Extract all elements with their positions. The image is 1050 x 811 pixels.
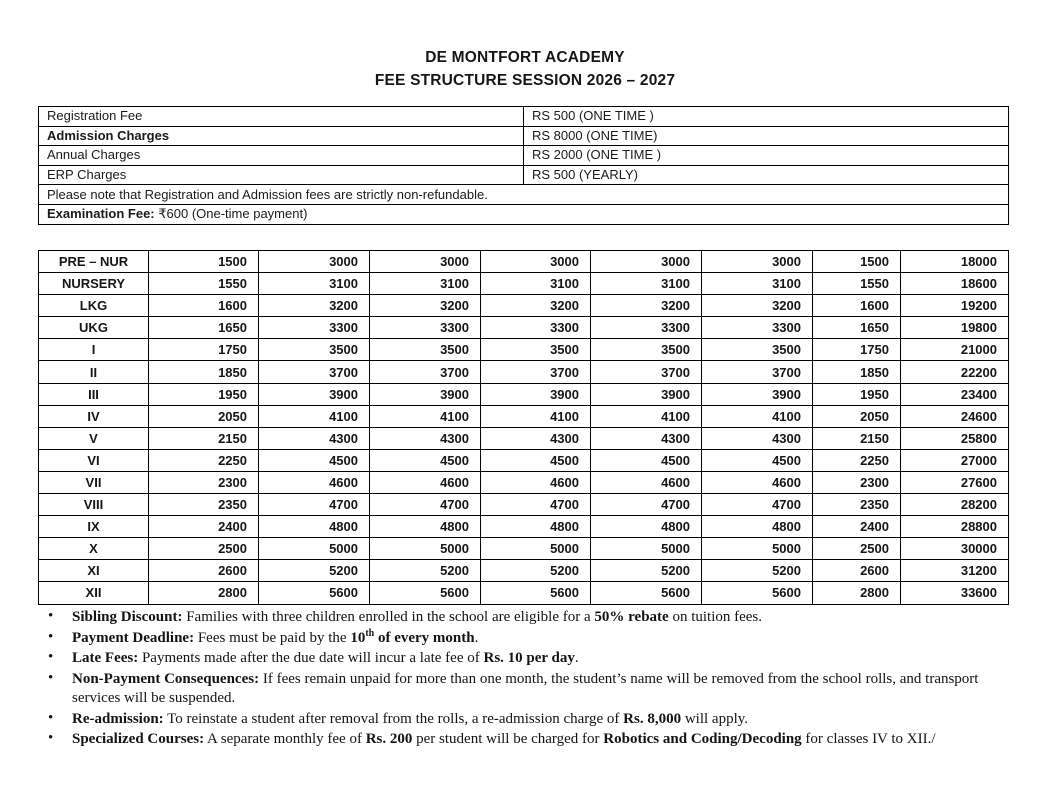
class-fee-row (39, 251, 1009, 273)
fee-amount-cell: 4600 (259, 471, 370, 493)
fee-amount-cell: 3100 (370, 273, 481, 295)
class-fee-row (39, 516, 1009, 538)
fee-amount-cell: 5200 (370, 560, 481, 582)
fee-amount-cell: 3000 (481, 251, 591, 273)
note-segment: Rs. 200 (365, 731, 413, 747)
fee-amount-cell: 3900 (591, 383, 702, 405)
fee-amount-cell: 2600 (813, 560, 901, 582)
fee-amount-cell: 1850 (149, 361, 259, 383)
class-name-cell: X (39, 538, 149, 560)
fee-amount-cell: 4100 (370, 405, 481, 427)
fee-amount-cell: 1500 (149, 251, 259, 273)
class-fee-row (39, 560, 1009, 582)
fee-amount-cell: 3500 (591, 339, 702, 361)
fee-amount-cell: 3500 (702, 339, 813, 361)
note-segment: . (474, 629, 479, 646)
fee-amount-cell: 5600 (481, 582, 591, 604)
fee-summary-row (39, 146, 1009, 166)
exam-fee-cell (39, 204, 1009, 224)
note-segment: 10 (350, 629, 366, 646)
fee-amount-cell: 4800 (591, 516, 702, 538)
fee-note-text: Please note that Registration and Admission fees are strictly non-refundable. (39, 185, 1009, 205)
class-name-cell: III (39, 383, 149, 405)
fee-amount-cell: 21000 (901, 339, 1009, 361)
fee-amount-cell: 3000 (702, 251, 813, 273)
fee-amount-cell: 2300 (149, 471, 259, 493)
fee-amount-cell: 4300 (702, 427, 813, 449)
fee-amount-cell: 2150 (813, 427, 901, 449)
class-name-cell: XII (39, 582, 149, 604)
class-name-cell: LKG (39, 295, 149, 317)
fee-summary-row (39, 126, 1009, 146)
fee-amount-cell: 2350 (813, 494, 901, 516)
exam-fee-label: Examination Fee: (47, 206, 155, 222)
fee-amount-cell: 3100 (481, 273, 591, 295)
fee-amount-cell: 3900 (702, 383, 813, 405)
fee-amount-cell: 3200 (702, 295, 813, 317)
class-fee-row (39, 427, 1009, 449)
fee-label: ERP Charges (39, 165, 524, 185)
fee-amount-cell: 3300 (702, 317, 813, 339)
fee-amount-cell: 1950 (813, 383, 901, 405)
note-segment: If fees remain unpaid for more than one month, the student’s name will be removed from the school rolls, and transport services will be suspended. (72, 670, 979, 706)
fee-amount-cell: 25800 (901, 427, 1009, 449)
fee-amount-cell: 3200 (481, 295, 591, 317)
fee-amount-cell: 2300 (813, 471, 901, 493)
fee-amount-cell: 3700 (591, 361, 702, 383)
fee-amount-cell: 4300 (591, 427, 702, 449)
fee-amount-cell: 33600 (901, 582, 1009, 604)
fee-amount-cell: 27600 (901, 471, 1009, 493)
note-item (38, 670, 1016, 709)
class-name-cell: VIII (39, 494, 149, 516)
fee-amount-cell: 1500 (813, 251, 901, 273)
note-segment: Payment Deadline: (72, 629, 195, 646)
fee-amount-cell: 2600 (149, 560, 259, 582)
fee-amount-cell: 2350 (149, 494, 259, 516)
fee-amount-cell: 31200 (901, 560, 1009, 582)
fee-amount-cell: 3900 (370, 383, 481, 405)
class-fee-row (39, 273, 1009, 295)
fee-amount-cell: 1600 (813, 295, 901, 317)
bullet-icon: • (48, 628, 54, 645)
fee-amount-cell: 3000 (259, 251, 370, 273)
note-item (38, 730, 1016, 750)
class-fee-row (39, 295, 1009, 317)
note-segment: Rs. 8,000 (623, 710, 682, 727)
exam-fee-value: ₹600 (One-time payment) (154, 206, 308, 222)
class-fee-row (39, 449, 1009, 471)
fee-amount-cell: 23400 (901, 383, 1009, 405)
fee-amount-cell: 2800 (149, 582, 259, 604)
class-fee-table (38, 250, 1009, 605)
fee-amount-cell: 5600 (370, 582, 481, 604)
fee-amount-cell: 3700 (481, 361, 591, 383)
note-segment: Sibling Discount: (72, 609, 183, 625)
fee-label: Annual Charges (39, 146, 524, 166)
fee-amount-cell: 28200 (901, 494, 1009, 516)
fee-amount-cell: 1550 (813, 273, 901, 295)
fee-amount-cell: 1600 (149, 295, 259, 317)
fee-amount-cell: 5200 (259, 560, 370, 582)
fee-amount-cell: 4800 (481, 516, 591, 538)
fee-amount-cell: 4300 (259, 427, 370, 449)
fee-amount-cell: 3100 (259, 273, 370, 295)
note-segment: Non-Payment Consequences: (72, 670, 260, 687)
fee-amount-cell: 4500 (370, 449, 481, 471)
fee-amount-cell: 5600 (702, 582, 813, 604)
fee-amount-cell: 2250 (813, 449, 901, 471)
fee-amount-cell: 4700 (481, 494, 591, 516)
class-fee-row (39, 582, 1009, 604)
fee-amount-cell: 1750 (813, 339, 901, 361)
fee-amount-cell: 4300 (481, 427, 591, 449)
class-name-cell: UKG (39, 317, 149, 339)
fee-amount-cell: 3500 (481, 339, 591, 361)
page-title: DE MONTFORT ACADEMY (425, 49, 625, 66)
note-segment: 50% rebate (594, 609, 669, 625)
fee-amount-cell: 3900 (481, 383, 591, 405)
note-segment: A separate monthly fee of (204, 731, 366, 747)
fee-amount-cell: 5000 (702, 538, 813, 560)
fee-note-row (39, 185, 1009, 205)
fee-amount-cell: 19800 (901, 317, 1009, 339)
fee-amount-cell: 3700 (370, 361, 481, 383)
fee-amount-cell: 2500 (149, 538, 259, 560)
fee-amount-cell: 22200 (901, 361, 1009, 383)
fee-amount-cell: 4700 (702, 494, 813, 516)
fee-amount-cell: 3300 (370, 317, 481, 339)
note-segment: Payments made after the due date will incur a late fee of (138, 650, 484, 666)
fee-amount-cell: 4800 (702, 516, 813, 538)
fee-amount-cell: 2150 (149, 427, 259, 449)
fee-amount-cell: 4100 (591, 405, 702, 427)
note-segment: Robotics and Coding/Decoding (603, 731, 802, 747)
fee-amount-cell: 5000 (591, 538, 702, 560)
fee-value: RS 8000 (ONE TIME) (524, 126, 1009, 146)
note-segment: Specialized Courses: (72, 731, 205, 747)
fee-amount-cell: 18000 (901, 251, 1009, 273)
note-segment: . (574, 650, 579, 666)
fee-value: RS 500 (ONE TIME ) (524, 107, 1009, 127)
fee-amount-cell: 3500 (259, 339, 370, 361)
fee-amount-cell: 1750 (149, 339, 259, 361)
page-subtitle: FEE STRUCTURE SESSION 2026 – 2027 (374, 72, 676, 89)
fee-amount-cell: 4700 (259, 494, 370, 516)
fee-summary-row (39, 107, 1009, 127)
class-fee-row (39, 471, 1009, 493)
fee-summary-table (38, 106, 1009, 225)
class-fee-row (39, 405, 1009, 427)
fee-amount-cell: 24600 (901, 405, 1009, 427)
note-item (38, 649, 1016, 669)
fee-amount-cell: 2050 (813, 405, 901, 427)
note-segment: will apply. (681, 710, 749, 727)
fee-value: RS 2000 (ONE TIME ) (524, 146, 1009, 166)
note-segment: Fees must be paid by the (194, 629, 351, 646)
fee-amount-cell: 4600 (591, 471, 702, 493)
fee-amount-cell: 4300 (370, 427, 481, 449)
fee-amount-cell: 3100 (591, 273, 702, 295)
fee-amount-cell: 4600 (702, 471, 813, 493)
note-item (38, 710, 1016, 730)
exam-fee-row (39, 204, 1009, 224)
fee-amount-cell: 3500 (370, 339, 481, 361)
fee-amount-cell: 3200 (591, 295, 702, 317)
note-segment: Re-admission: (72, 710, 164, 727)
class-name-cell: XI (39, 560, 149, 582)
note-segment: per student will be charged for (412, 731, 604, 747)
fee-amount-cell: 1650 (149, 317, 259, 339)
fee-amount-cell: 4500 (259, 449, 370, 471)
fee-amount-cell: 5600 (591, 582, 702, 604)
bullet-icon: • (48, 608, 54, 624)
fee-amount-cell: 5200 (591, 560, 702, 582)
fee-amount-cell: 1950 (149, 383, 259, 405)
bullet-icon: • (48, 669, 54, 686)
fee-amount-cell: 4100 (481, 405, 591, 427)
fee-amount-cell: 19200 (901, 295, 1009, 317)
fee-amount-cell: 5000 (259, 538, 370, 560)
fee-amount-cell: 27000 (901, 449, 1009, 471)
fee-amount-cell: 3300 (259, 317, 370, 339)
fee-amount-cell: 5000 (481, 538, 591, 560)
bullet-icon: • (48, 730, 54, 746)
fee-summary-row (39, 165, 1009, 185)
fee-amount-cell: 5000 (370, 538, 481, 560)
fee-amount-cell: 5600 (259, 582, 370, 604)
fee-amount-cell: 3300 (591, 317, 702, 339)
fee-amount-cell: 4600 (481, 471, 591, 493)
class-name-cell: II (39, 361, 149, 383)
fee-amount-cell: 2050 (149, 405, 259, 427)
fee-amount-cell: 4100 (702, 405, 813, 427)
document-header (0, 46, 1050, 92)
fee-amount-cell: 2800 (813, 582, 901, 604)
fee-amount-cell: 2500 (813, 538, 901, 560)
fee-amount-cell: 1550 (149, 273, 259, 295)
note-segment: To reinstate a student after removal from the rolls, a re-admission charge of (163, 710, 624, 727)
fee-amount-cell: 18600 (901, 273, 1009, 295)
fee-amount-cell: 2400 (149, 516, 259, 538)
fee-amount-cell: 5200 (702, 560, 813, 582)
fee-amount-cell: 28800 (901, 516, 1009, 538)
fee-label: Registration Fee (39, 107, 524, 127)
note-segment: on tuition fees. (668, 609, 763, 625)
class-name-cell: VI (39, 449, 149, 471)
fee-amount-cell: 3200 (370, 295, 481, 317)
fee-amount-cell: 30000 (901, 538, 1009, 560)
note-segment: Rs. 10 per day (483, 650, 575, 666)
note-segment: th (365, 627, 375, 639)
fee-amount-cell: 4500 (481, 449, 591, 471)
notes-list (38, 608, 1016, 751)
class-name-cell: I (39, 339, 149, 361)
fee-amount-cell: 4500 (591, 449, 702, 471)
class-name-cell: VII (39, 471, 149, 493)
fee-amount-cell: 4500 (702, 449, 813, 471)
note-item (38, 629, 1016, 649)
fee-amount-cell: 3700 (702, 361, 813, 383)
class-name-cell: IX (39, 516, 149, 538)
fee-amount-cell: 3200 (259, 295, 370, 317)
fee-amount-cell: 4600 (370, 471, 481, 493)
class-fee-row (39, 538, 1009, 560)
note-item (38, 608, 1016, 628)
fee-amount-cell: 4700 (591, 494, 702, 516)
note-segment: Families with three children enrolled in the school are eligible for a (182, 609, 595, 625)
fee-amount-cell: 1850 (813, 361, 901, 383)
fee-amount-cell: 2250 (149, 449, 259, 471)
class-fee-row (39, 339, 1009, 361)
class-fee-row (39, 361, 1009, 383)
fee-amount-cell: 5200 (481, 560, 591, 582)
fee-amount-cell: 3300 (481, 317, 591, 339)
fee-amount-cell: 4700 (370, 494, 481, 516)
fee-amount-cell: 3000 (370, 251, 481, 273)
fee-amount-cell: 4100 (259, 405, 370, 427)
class-fee-row (39, 494, 1009, 516)
class-name-cell: IV (39, 405, 149, 427)
fee-amount-cell: 3900 (259, 383, 370, 405)
fee-label: Admission Charges (39, 126, 524, 146)
fee-amount-cell: 4800 (259, 516, 370, 538)
class-name-cell: NURSERY (39, 273, 149, 295)
note-segment: of every month (374, 629, 475, 646)
class-name-cell: PRE – NUR (39, 251, 149, 273)
fee-amount-cell: 4800 (370, 516, 481, 538)
fee-amount-cell: 3000 (591, 251, 702, 273)
note-segment: Late Fees: (72, 650, 139, 666)
fee-amount-cell: 2400 (813, 516, 901, 538)
bullet-icon: • (48, 709, 54, 726)
fee-amount-cell: 3100 (702, 273, 813, 295)
class-fee-row (39, 383, 1009, 405)
note-segment: for classes IV to XII./ (801, 731, 936, 747)
fee-amount-cell: 1650 (813, 317, 901, 339)
fee-amount-cell: 3700 (259, 361, 370, 383)
fee-value: RS 500 (YEARLY) (524, 165, 1009, 185)
class-name-cell: V (39, 427, 149, 449)
bullet-icon: • (48, 649, 54, 665)
class-fee-row (39, 317, 1009, 339)
